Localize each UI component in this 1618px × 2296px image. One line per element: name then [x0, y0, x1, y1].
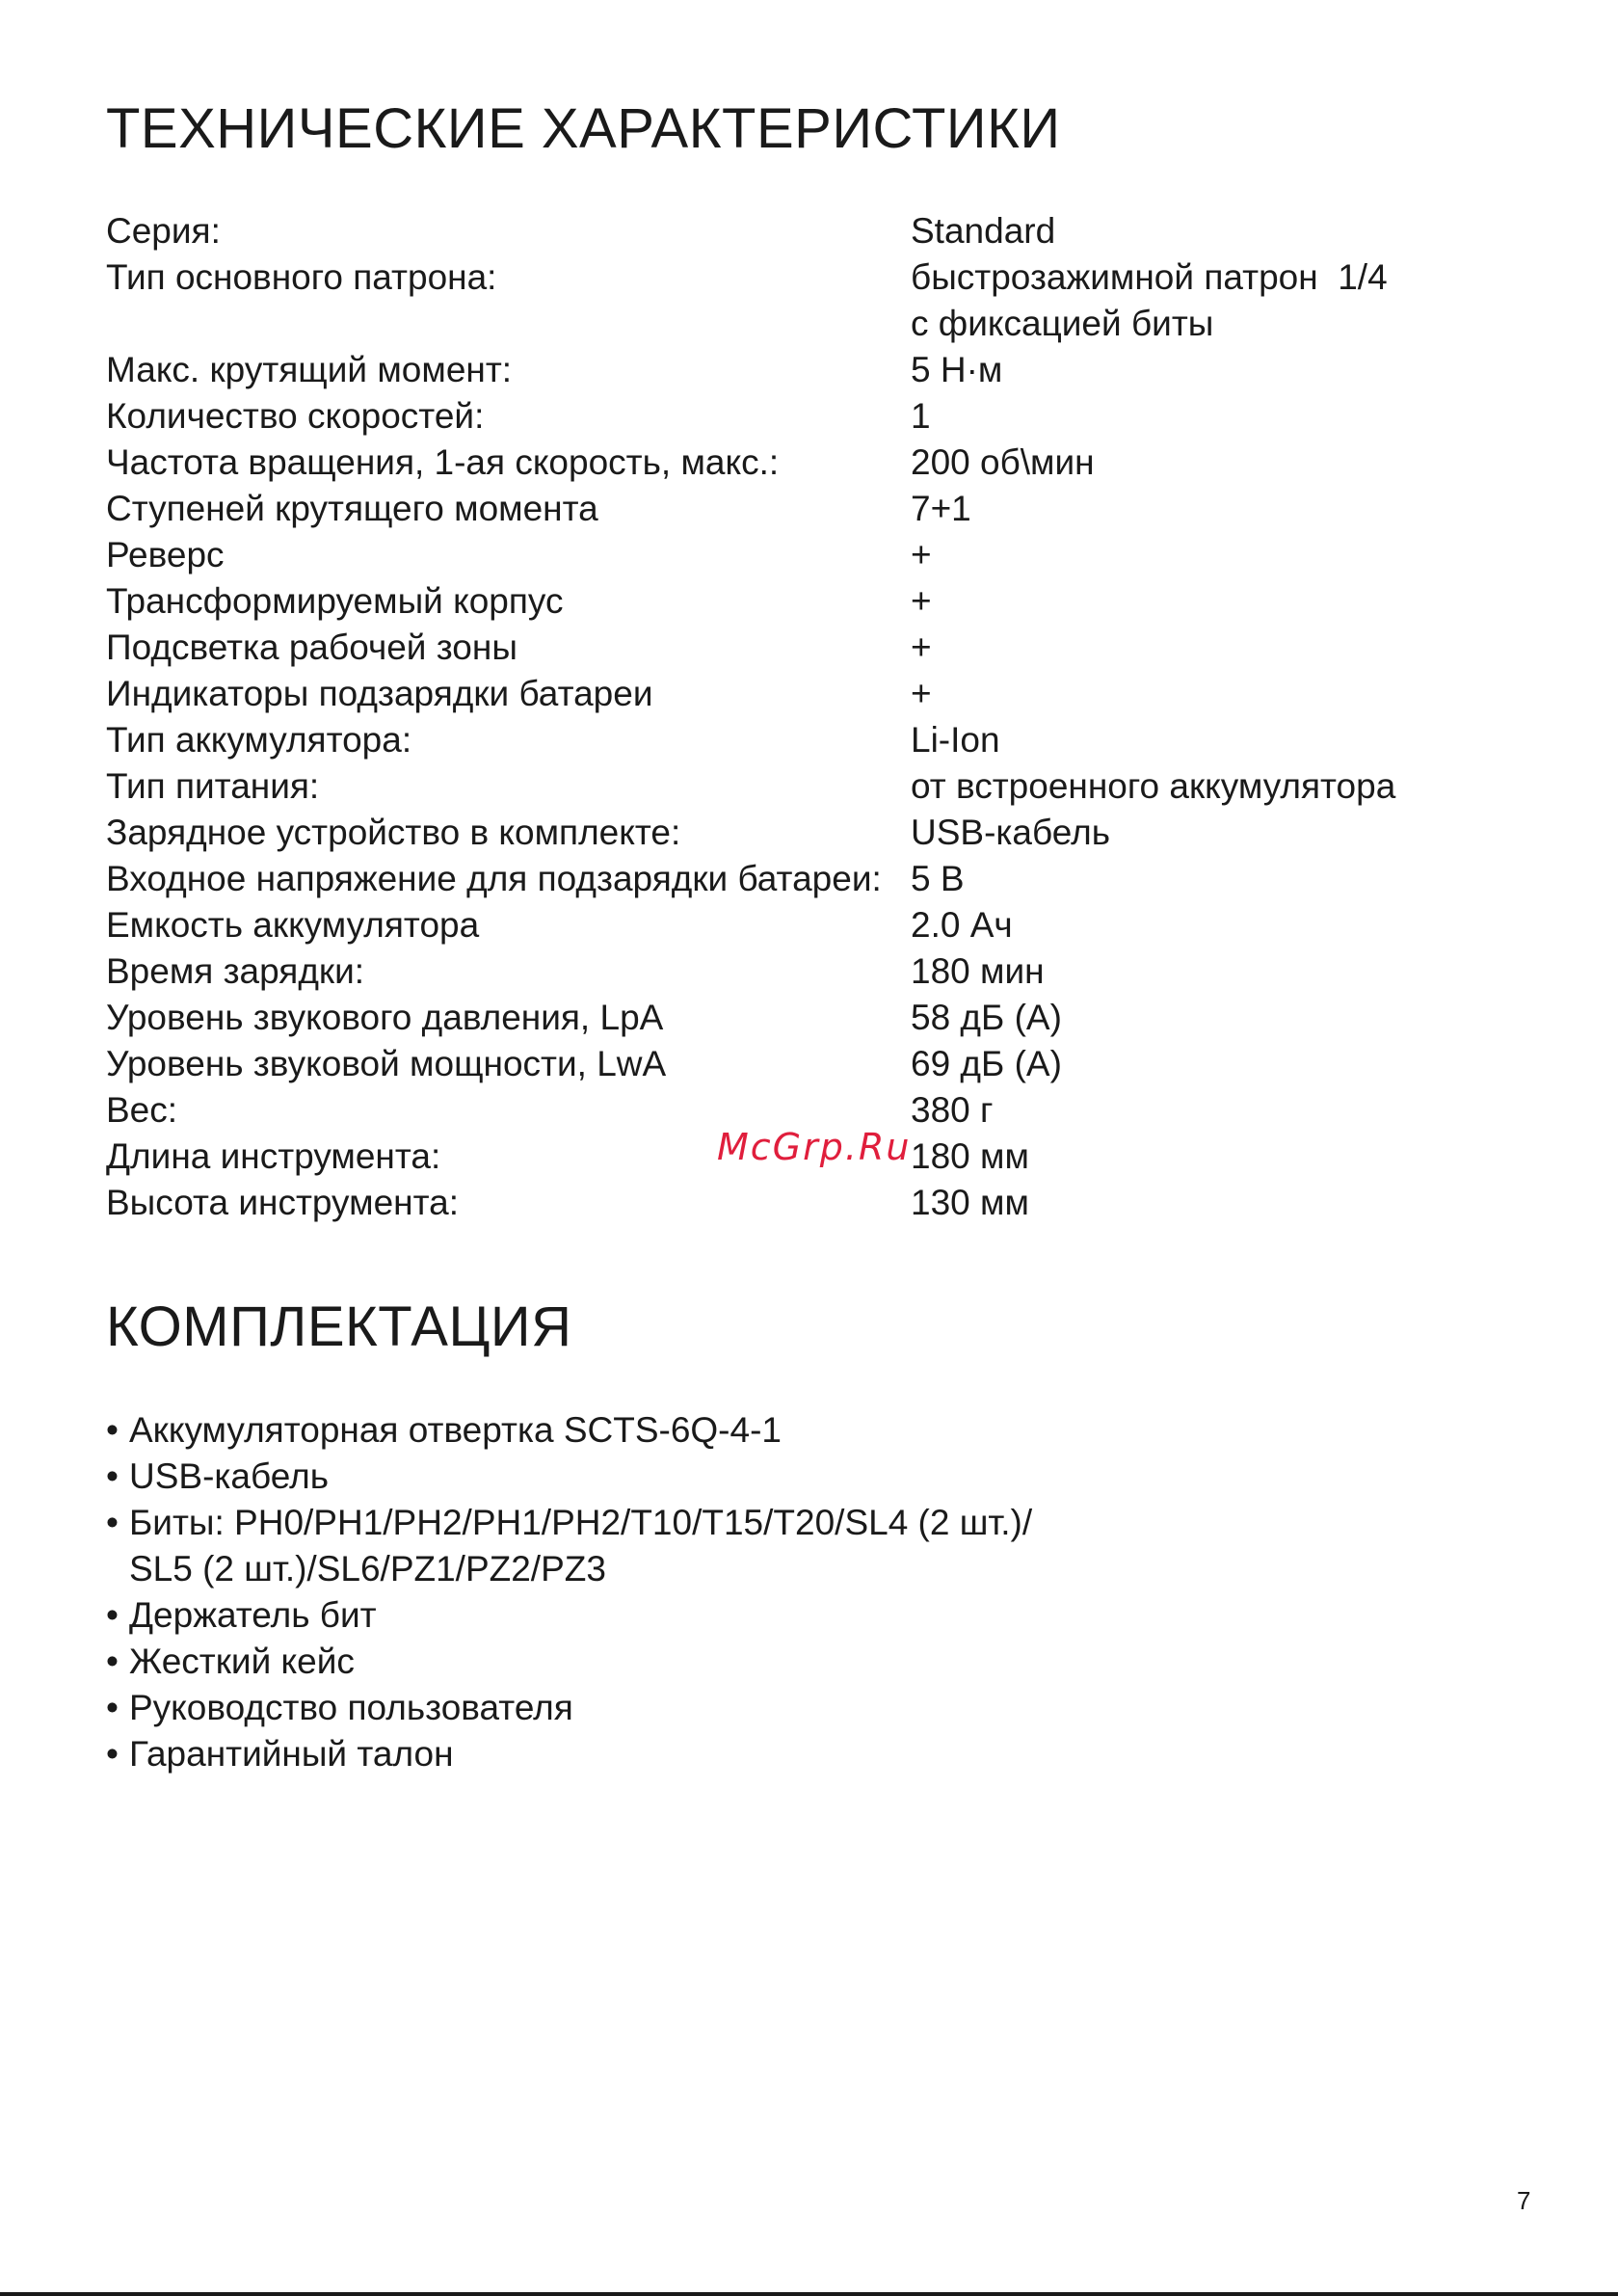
list-item: [106, 1731, 1262, 1777]
list-item-text: Гарантийный талон: [129, 1734, 454, 1774]
spec-value: 69 дБ (А): [911, 1044, 1062, 1083]
spec-label: Тип основного патрона:: [106, 257, 497, 297]
spec-label: Уровень звуковой мощности, LwA: [106, 1044, 667, 1083]
spec-label: Емкость аккумулятора: [106, 905, 480, 945]
spec-label: Ступеней крутящего момента: [106, 489, 598, 528]
spec-value: +: [911, 581, 932, 621]
list-item: [106, 1685, 1262, 1731]
spec-row: [106, 578, 1494, 625]
spec-row: [106, 532, 1494, 578]
spec-row: [106, 486, 1494, 532]
list-item: [106, 1500, 1262, 1592]
spec-value: 5 Н·м: [911, 350, 1003, 389]
spec-value: 58 дБ (А): [911, 998, 1062, 1037]
spec-row: [106, 393, 1494, 440]
spec-value: +: [911, 627, 932, 667]
bottom-divider: [0, 2292, 1618, 2296]
spec-label: Тип питания:: [106, 766, 320, 806]
spec-label: Макс. крутящий момент:: [106, 350, 513, 389]
list-item-text: Аккумуляторная отвертка SCTS-6Q-4-1: [129, 1410, 782, 1450]
bullet-icon: •: [106, 1503, 119, 1542]
spec-value: 5 В: [911, 859, 965, 898]
spec-label: Зарядное устройство в комплекте:: [106, 813, 681, 852]
spec-value: 130 мм: [911, 1183, 1029, 1222]
list-item-text: Биты: PH0/PH1/PH2/PH1/PH2/T10/T15/T20/SL4 (2 шт.)/ SL5 (2 шт.)/SL6/PZ1/PZ2/PZ3: [129, 1503, 1033, 1589]
specs-heading: ТЕХНИЧЕСКИЕ ХАРАКТЕРИСТИКИ: [106, 97, 1061, 160]
spec-label: Реверс: [106, 535, 225, 574]
spec-value: USB-кабель: [911, 813, 1110, 852]
spec-label: Время зарядки:: [106, 951, 365, 991]
spec-value: 380 г: [911, 1090, 994, 1130]
bullet-icon: •: [106, 1688, 119, 1727]
bullet-icon: •: [106, 1595, 119, 1635]
spec-value: 180 мин: [911, 951, 1045, 991]
spec-value: Standard: [911, 211, 1056, 251]
spec-label: Количество скоростей:: [106, 396, 485, 436]
kit-list: [106, 1407, 1262, 1777]
spec-row: [106, 763, 1494, 810]
spec-row: [106, 995, 1494, 1041]
spec-value: от встроенного аккумулятора: [911, 766, 1396, 806]
specs-table: [106, 208, 1494, 1226]
spec-row: [106, 347, 1494, 393]
spec-value: +: [911, 674, 932, 713]
spec-label: Тип аккумулятора:: [106, 720, 412, 760]
watermark: McGrp.Ru: [717, 1126, 912, 1168]
list-item-text: Жесткий кейс: [129, 1642, 355, 1681]
spec-row: [106, 717, 1494, 763]
spec-label: Высота инструмента:: [106, 1183, 459, 1222]
bullet-icon: •: [106, 1410, 119, 1450]
page-number: 7: [1517, 2186, 1531, 2215]
spec-value: 200 об\мин: [911, 442, 1095, 482]
spec-label: Частота вращения, 1-ая скорость, макс.:: [106, 442, 780, 482]
spec-value: +: [911, 535, 932, 574]
spec-label: Уровень звукового давления, LpA: [106, 998, 664, 1037]
spec-row: [106, 254, 1494, 347]
spec-label: Серия:: [106, 211, 221, 251]
spec-label: Подсветка рабочей зоны: [106, 627, 517, 667]
list-item-text: Руководство пользователя: [129, 1688, 573, 1727]
bullet-icon: •: [106, 1734, 119, 1774]
spec-row: [106, 856, 1494, 902]
spec-label: Длина инструмента:: [106, 1136, 441, 1176]
spec-row: [106, 1180, 1494, 1226]
spec-value: 7+1: [911, 489, 971, 528]
spec-row: [106, 440, 1494, 486]
spec-value: быстрозажимной патрон 1/4 с фиксацией биты: [911, 257, 1388, 343]
list-item: [106, 1592, 1262, 1639]
spec-row: [106, 948, 1494, 995]
spec-value: Li-Ion: [911, 720, 1000, 760]
kit-heading: КОМПЛЕКТАЦИЯ: [106, 1295, 572, 1358]
list-item-text: Держатель бит: [129, 1595, 377, 1635]
spec-label: Вес:: [106, 1090, 178, 1130]
list-item-text: USB-кабель: [129, 1456, 329, 1496]
spec-label: Индикаторы подзарядки батареи: [106, 674, 653, 713]
spec-row: [106, 1041, 1494, 1087]
spec-value: 2.0 Ач: [911, 905, 1013, 945]
spec-row: [106, 902, 1494, 948]
spec-row: [106, 810, 1494, 856]
list-item: [106, 1639, 1262, 1685]
spec-value: 180 мм: [911, 1136, 1029, 1176]
bullet-icon: •: [106, 1642, 119, 1681]
spec-row: [106, 671, 1494, 717]
spec-label: Входное напряжение для подзарядки батареи:: [106, 859, 882, 898]
bullet-icon: •: [106, 1456, 119, 1496]
spec-row: [106, 625, 1494, 671]
list-item: [106, 1454, 1262, 1500]
list-item: [106, 1407, 1262, 1454]
spec-row: [106, 208, 1494, 254]
spec-value: 1: [911, 396, 931, 436]
spec-label: Трансформируемый корпус: [106, 581, 564, 621]
